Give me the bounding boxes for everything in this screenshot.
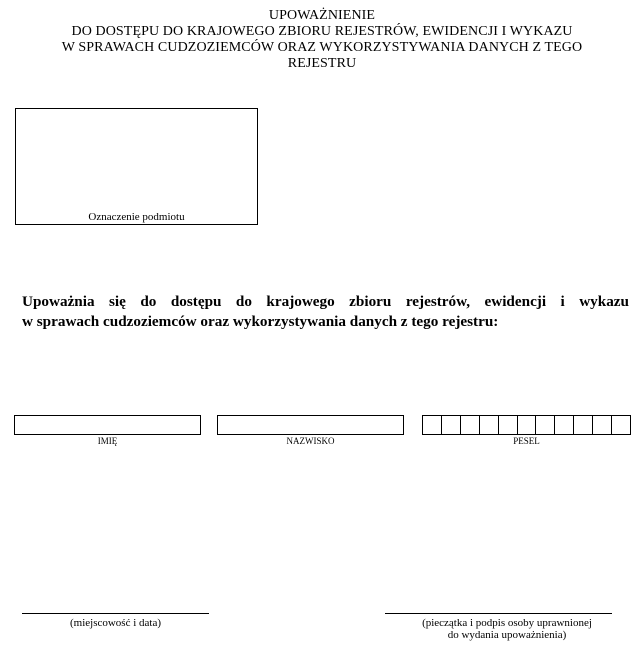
- pesel-digit-cell[interactable]: [536, 416, 555, 434]
- document-title: [0, 8, 644, 72]
- pesel-digit-cell[interactable]: [480, 416, 499, 434]
- last-name-label: NAZWISKO: [286, 436, 335, 446]
- first-name-label: IMIĘ: [97, 436, 118, 446]
- pesel-label: PESEL: [513, 436, 540, 446]
- pesel-field[interactable]: [422, 415, 631, 435]
- place-date-line[interactable]: [22, 613, 209, 614]
- title-line-4: REJESTRU: [287, 56, 357, 71]
- place-date-label: (miejscowość i data): [69, 617, 162, 629]
- signature-line[interactable]: [385, 613, 612, 614]
- first-name-field[interactable]: [14, 415, 201, 435]
- signature-label: [385, 617, 629, 641]
- pesel-digit-cell[interactable]: [499, 416, 518, 434]
- entity-designation-label: Oznaczenie podmiotu: [88, 211, 185, 223]
- pesel-digit-cell[interactable]: [423, 416, 442, 434]
- pesel-digit-cell[interactable]: [574, 416, 593, 434]
- pesel-digit-cell[interactable]: [442, 416, 461, 434]
- last-name-field[interactable]: [217, 415, 404, 435]
- pesel-digit-cell[interactable]: [555, 416, 574, 434]
- title-line-3: W SPRAWACH CUDZOZIEMCÓW ORAZ WYKORZYSTYWANIA DANYCH Z TEGO: [61, 40, 583, 55]
- entity-designation-box[interactable]: [15, 108, 258, 225]
- signature-label-line-2: do wydania upoważnienia): [447, 629, 567, 641]
- pesel-digit-cell[interactable]: [593, 416, 612, 434]
- statement-line-2: w sprawach cudzoziemców oraz wykorzystywania danych z tego rejestru:: [22, 313, 499, 330]
- pesel-digit-cell[interactable]: [461, 416, 480, 434]
- pesel-digit-cell[interactable]: [612, 416, 630, 434]
- authorization-statement: [22, 292, 629, 332]
- signature-label-line-1: (pieczątka i podpis osoby uprawnionej: [422, 617, 592, 629]
- title-line-2: DO DOSTĘPU DO KRAJOWEGO ZBIORU REJESTRÓW, EWIDENCJI I WYKAZU: [71, 24, 573, 39]
- title-line-1: UPOWAŻNIENIE: [268, 8, 376, 23]
- pesel-digit-cell[interactable]: [518, 416, 537, 434]
- statement-line-1: Upoważnia się do dostępu do krajowego zbioru rejestrów, ewidencji i wykazu: [22, 293, 629, 310]
